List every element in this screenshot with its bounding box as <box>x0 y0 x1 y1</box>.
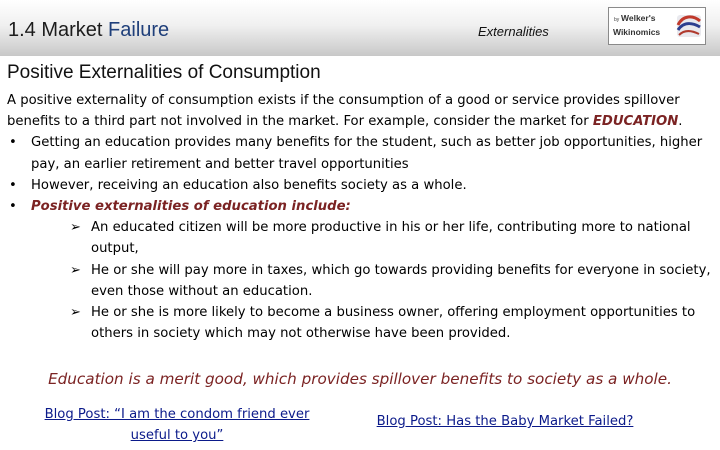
sub-bullet-list <box>31 217 715 344</box>
bullet-dot-icon: • <box>9 135 17 151</box>
slide-heading: Positive Externalities of Consumption <box>7 62 321 83</box>
sub-bullet-item <box>70 217 715 259</box>
blog-post-link-baby-market[interactable]: Blog Post: Has the Baby Market Failed? <box>376 414 634 429</box>
sub-bullet-text: He or she will pay more in taxes, which go towards providing benefits for everyone in society, even those without an education. <box>91 262 711 299</box>
intro-paragraph <box>7 90 715 132</box>
conclusion-statement: Education is a merit good, which provides spillover benefits to society as a whole. <box>48 370 672 388</box>
logo-swirl-icon <box>675 11 703 41</box>
header-bar <box>0 0 720 56</box>
intro-text: A positive externality of consumption exists if the consumption of a good or service provides spillover benefits to a third part not involved in the market. For example, consider the market for <box>7 93 680 130</box>
section-title-number: 1.4 Market <box>8 19 103 41</box>
bullet-item <box>7 175 715 196</box>
bullet-dot-icon: • <box>9 199 17 215</box>
intro-end: . <box>678 114 683 130</box>
logo-by-text: by <box>614 17 620 23</box>
bullet-dot-icon: • <box>9 177 17 193</box>
bullet-text: Positive externalities of education include: <box>31 199 351 215</box>
logo-name-line2: Wikinomics <box>613 27 661 37</box>
section-title-word: Failure <box>108 19 170 41</box>
logo-name-line1: Welker's <box>621 13 656 23</box>
arrow-bullet-icon: ➢ <box>70 220 81 236</box>
slide-section-title <box>8 19 169 42</box>
intro-highlight: EDUCATION <box>592 114 679 130</box>
bullet-list <box>7 132 715 344</box>
sub-bullet-text: An educated citizen will be more productive in his or her life, contributing more to national output, <box>91 220 691 257</box>
bullet-text: However, receiving an education also benefits society as a whole. <box>31 177 467 193</box>
sub-bullet-text: He or she is more likely to become a business owner, offering employment opportunities to others in society which may not otherwise have been provided. <box>91 305 696 342</box>
blog-post-link-condom-friend[interactable]: Blog Post: “I am the condom friend ever useful to you” <box>44 407 310 443</box>
bullet-text: Getting an education provides many benefits for the student, such as better job opportunities, higher pay, an earlier retirement and better travel opportunities <box>31 135 703 172</box>
wikinomics-logo <box>608 7 706 45</box>
bullet-item <box>7 196 715 344</box>
sub-bullet-item <box>70 302 715 344</box>
topic-label: Externalities <box>478 24 549 39</box>
arrow-bullet-icon: ➢ <box>70 262 81 278</box>
sub-bullet-item <box>70 260 715 302</box>
slide-body <box>7 90 715 344</box>
bullet-item <box>7 132 715 174</box>
arrow-bullet-icon: ➢ <box>70 305 81 321</box>
